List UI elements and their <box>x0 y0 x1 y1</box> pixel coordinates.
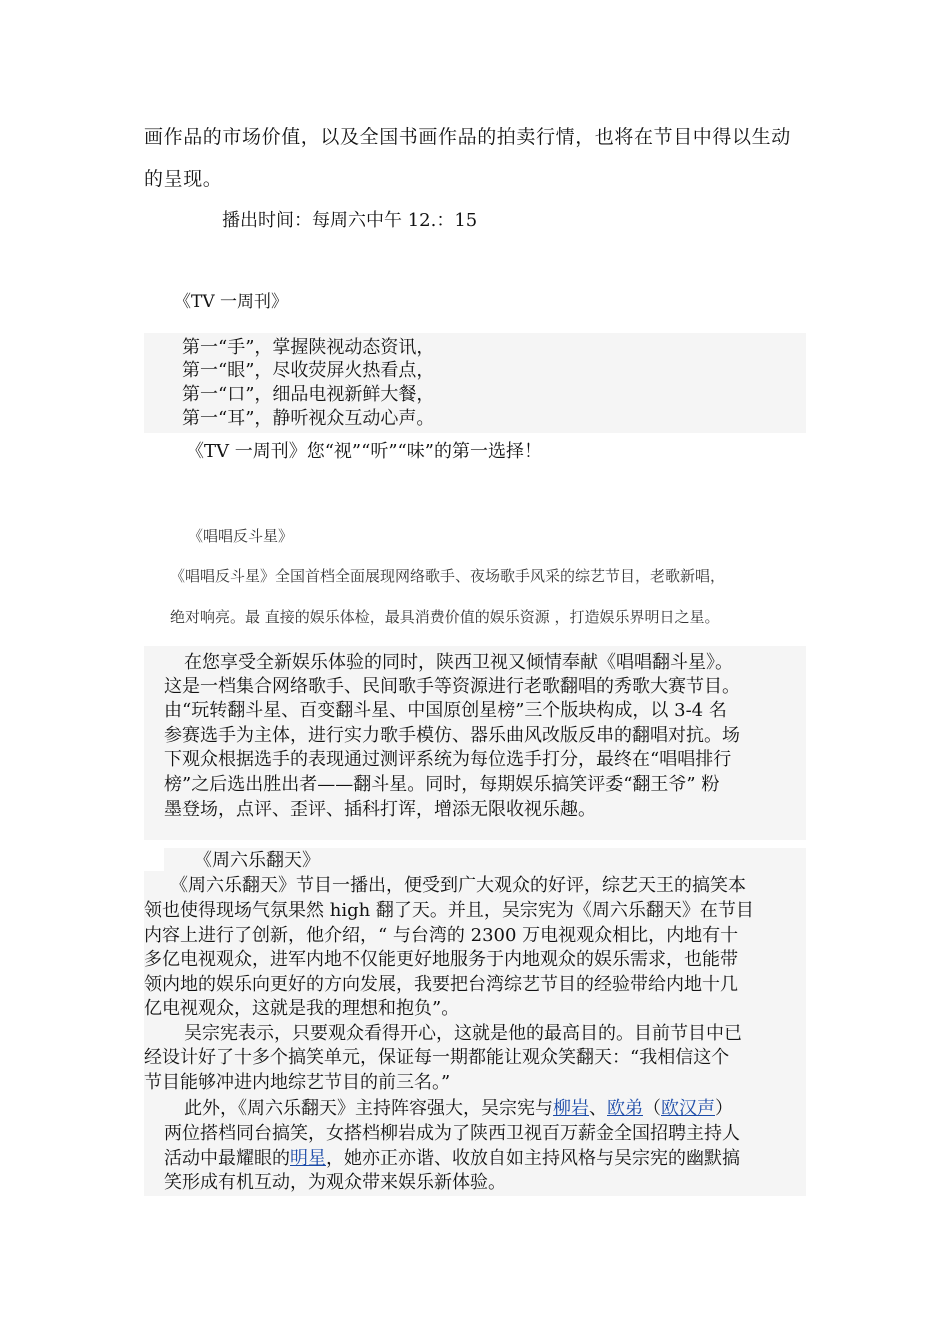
separator: 、 <box>589 1098 607 1119</box>
saturday-p2-line-1: 吴宗宪表示，只要观众看得开心，这就是他的最高目的。目前节目中已 <box>184 1023 742 1044</box>
sing-star-body-2: 这是一档集合网络歌手、民间歌手等资源进行老歌翻唱的秀歌大赛节目。 <box>164 676 740 697</box>
tv-weekly-line-1: 第一“手”，掌握陕视动态资讯， <box>182 337 435 358</box>
intro-line-1: 画作品的市场价值，以及全国书画作品的拍卖行情，也将在节目中得以生动 <box>144 126 791 148</box>
saturday-p3-line-4: 笑形成有机互动，为观众带来娱乐新体验。 <box>164 1172 506 1193</box>
saturday-p3-line-3 <box>164 1150 740 1168</box>
saturday-p2-line-2: 经设计好了十多个搞笑单元，保证每一期都能让观众笑翻天：“我相信这个 <box>144 1047 730 1068</box>
saturday-p1-line-4: 多亿电视观众，进军内地不仅能更好地服务于内地观众的娱乐需求，也能带 <box>144 949 738 970</box>
saturday-p1-line-1: 《周六乐翻天》节目一播出，便受到广大观众的好评，综艺天王的搞笑本 <box>170 875 746 896</box>
sing-star-desc-1: 《唱唱反斗星》全国首档全面展现网络歌手、夜场歌手风采的综艺节目，老歌新唱， <box>170 567 726 585</box>
saturday-p1-line-2: 领也使得现场气氛果然 high 翻了天。并且，吴宗宪为《周六乐翻天》在节目 <box>144 900 754 921</box>
tv-weekly-title: 《TV 一周刊》 <box>174 292 289 312</box>
intro-line-2: 的呈现。 <box>144 168 223 190</box>
saturday-p3-line-1-text: 此外，《周六乐翻天》主持阵容强大，吴宗宪与 <box>184 1098 553 1119</box>
sing-star-body-7: 墨登场，点评、歪评、插科打诨，增添无限收视乐趣。 <box>164 799 596 820</box>
link-liuyan[interactable]: 柳岩 <box>553 1098 589 1119</box>
paren-close: ） <box>715 1098 733 1119</box>
saturday-p1-line-6: 亿电视观众，这就是我的理想和抱负”。 <box>144 998 460 1019</box>
sing-star-body-3: 由“玩转翻斗星、百变翻斗星、中国原创星榜”三个版块构成，以 3-4 名 <box>164 700 727 721</box>
saturday-p3-line-3-text-a: 活动中最耀眼的 <box>164 1148 290 1169</box>
saturday-p3-line-1 <box>184 1100 733 1118</box>
tv-weekly-line-2: 第一“眼”，尽收荧屏火热看点， <box>182 360 435 381</box>
tv-weekly-slogan: 《TV 一周刊》您“视”“听”“味”的第一选择！ <box>186 441 542 462</box>
saturday-title: 《周六乐翻天》 <box>194 850 320 871</box>
saturday-p1-line-3: 内容上进行了创新，他介绍，“ 与台湾的 2300 万电视观众相比，内地有十 <box>144 925 739 946</box>
link-ouhansheng[interactable]: 欧汉声 <box>661 1098 715 1119</box>
saturday-p3-line-2: 两位搭档同台搞笑，女搭档柳岩成为了陕西卫视百万薪金全国招聘主持人 <box>164 1123 740 1144</box>
airtime-text: 播出时间：每周六中午 12.：15 <box>222 210 478 231</box>
sing-star-body-4: 参赛选手为主体，进行实力歌手模仿、器乐曲风改版反串的翻唱对抗。场 <box>164 725 740 746</box>
saturday-p2-line-3: 节目能够冲进内地综艺节目的前三名。” <box>144 1072 451 1093</box>
sing-star-body-6: 榜”之后选出胜出者——翻斗星。同时，每期娱乐搞笑评委“翻王爷” 粉 <box>164 774 720 795</box>
sing-star-body-5: 下观众根据选手的表现通过测评系统为每位选手打分，最终在“唱唱排行 <box>164 749 732 770</box>
link-mingxing[interactable]: 明星 <box>290 1148 326 1169</box>
paren-open: （ <box>643 1098 661 1119</box>
link-oudi[interactable]: 欧弟 <box>607 1098 643 1119</box>
saturday-p3-line-3-text-b: ，她亦正亦谐、收放自如主持风格与吴宗宪的幽默搞 <box>326 1148 740 1169</box>
tv-weekly-line-4: 第一“耳”，静听视众互动心声。 <box>182 408 435 429</box>
sing-star-desc-2: 绝对响亮。最 直接的娱乐体检，最具消费价值的娱乐资源 ，打造娱乐界明日之星。 <box>170 608 720 626</box>
sing-star-body-1: 在您享受全新娱乐体验的同时，陕西卫视又倾情奉献《唱唱翻斗星》。 <box>184 652 733 673</box>
tv-weekly-line-3: 第一“口”，细品电视新鲜大餐， <box>182 384 435 405</box>
saturday-p1-line-5: 领内地的娱乐向更好的方向发展，我要把台湾综艺节目的经验带给内地十几 <box>144 974 738 995</box>
sing-star-title: 《唱唱反斗星》 <box>188 527 294 545</box>
